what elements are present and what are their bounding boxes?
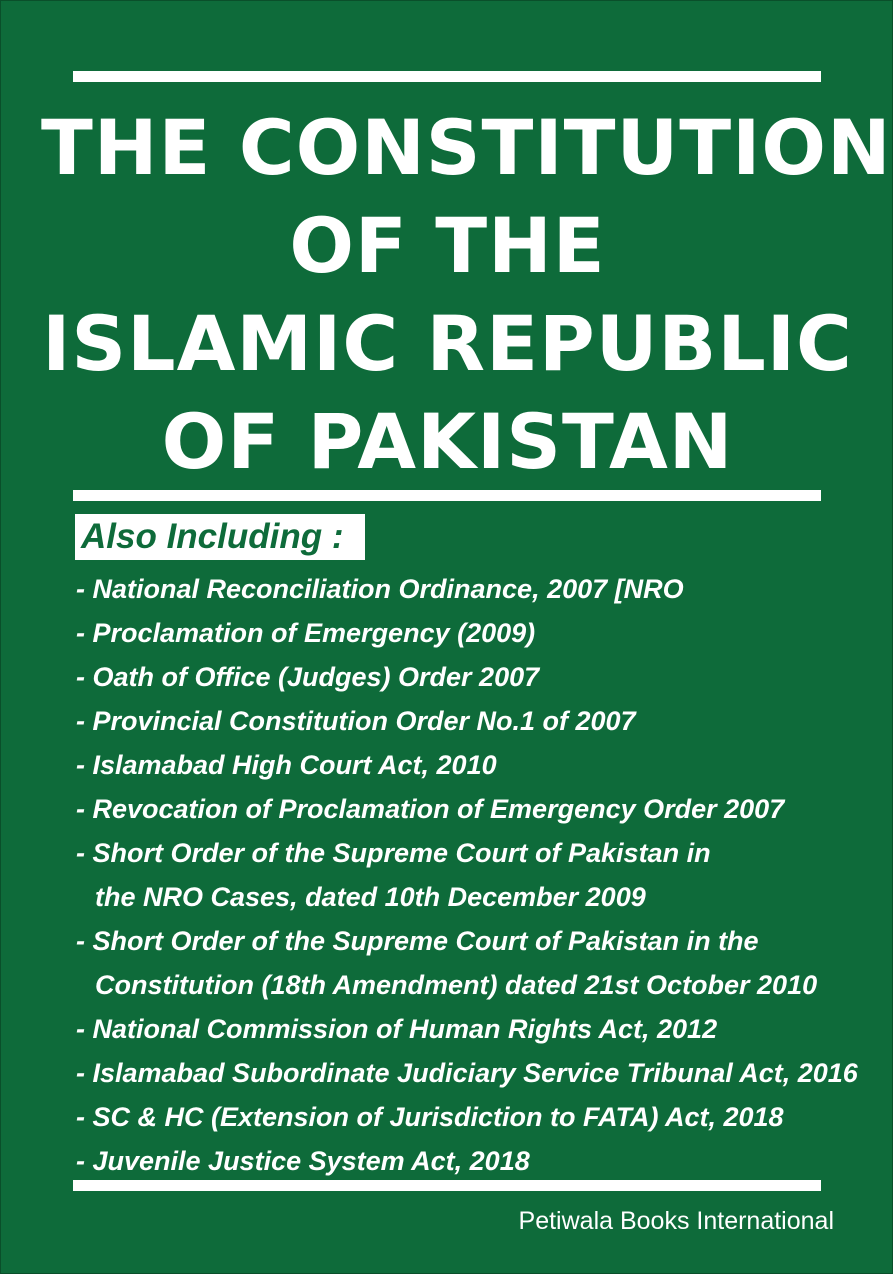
list-item: - Short Order of the Supreme Court of Pakistan in the Constitution (18th Amendment) dated 21st October 2010 xyxy=(76,919,866,1007)
list-item: - Short Order of the Supreme Court of Pakistan in the NRO Cases, dated 10th December 2009 xyxy=(76,831,866,919)
middle-divider xyxy=(73,490,821,501)
list-item: - Provincial Constitution Order No.1 of 2007 xyxy=(76,706,636,736)
bottom-divider xyxy=(73,1180,821,1191)
list-item: - Juvenile Justice System Act, 2018 xyxy=(76,1146,530,1176)
title-line: THE CONSTITUTION xyxy=(41,103,892,192)
list-item: - Proclamation of Emergency (2009) xyxy=(76,618,536,648)
top-divider xyxy=(73,71,821,82)
list-item: - National Reconciliation Ordinance, 2007 [NRO xyxy=(76,574,684,604)
publisher-name: Petiwala Books International xyxy=(518,1207,834,1235)
list-item: - Islamabad High Court Act, 2010 xyxy=(76,750,497,780)
list-item: - Oath of Office (Judges) Order 2007 xyxy=(76,662,540,692)
title-line: ISLAMIC REPUBLIC xyxy=(42,299,853,388)
list-item-continuation: Constitution (18th Amendment) dated 21st October 2010 xyxy=(95,970,818,1000)
included-acts-list xyxy=(76,567,866,1183)
title-line: OF PAKISTAN xyxy=(161,397,734,486)
list-item: - Islamabad Subordinate Judiciary Service Tribunal Act, 2016 xyxy=(76,1058,858,1088)
list-item: - SC & HC (Extension of Jurisdiction to FATA) Act, 2018 xyxy=(76,1102,784,1132)
list-item: - Revocation of Proclamation of Emergency Order 2007 xyxy=(76,794,785,824)
also-including-label: Also Including : xyxy=(81,517,344,556)
list-item-continuation: the NRO Cases, dated 10th December 2009 xyxy=(95,882,646,912)
list-item: - National Commission of Human Rights Act, 2012 xyxy=(76,1014,718,1044)
book-title xyxy=(41,99,892,491)
title-line: OF THE xyxy=(289,201,606,290)
